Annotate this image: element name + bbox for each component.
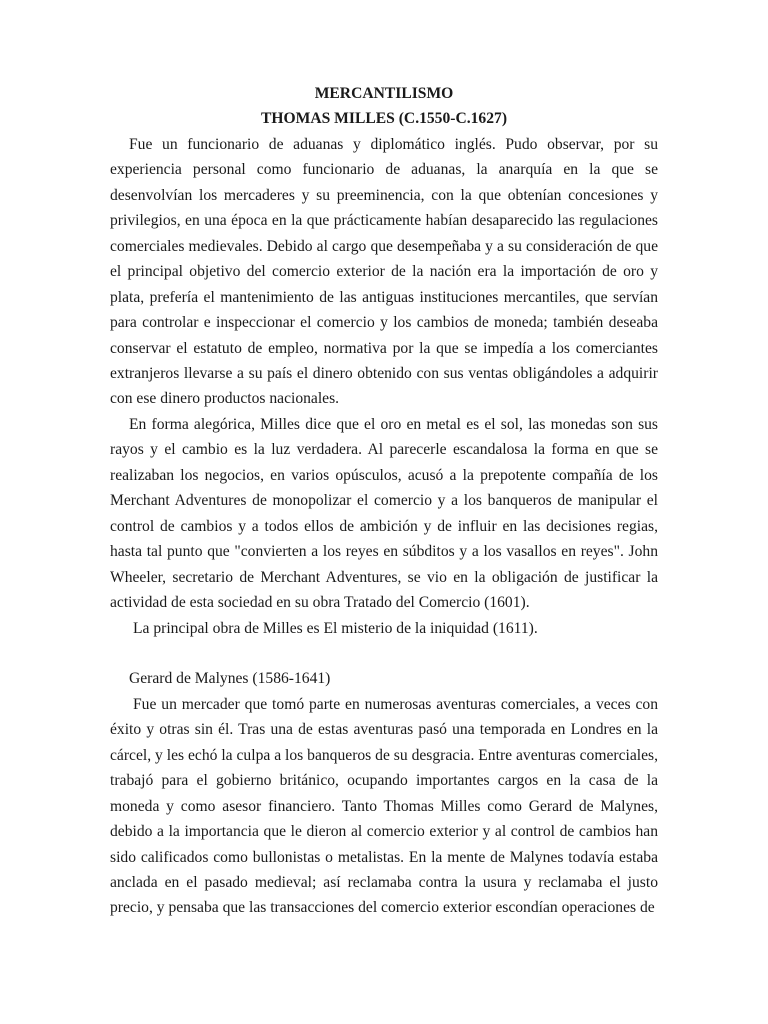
paragraph-malynes-bio: Fue un mercader que tomó parte en numerosas aventuras comerciales, a veces con éxito y otras sin él. Tras una de estas aventuras pasó una temporada en Londres en la cárcel, y les echó la culpa a los banqueros de su desgracia. Entre aventuras comerciales, trabajó para el gobierno británico, ocupando importantes cargos en la casa de la moneda y como asesor financiero. Tanto Thomas Milles como Gerard de Malynes, debido a la importancia que le dieron al comercio exterior y al control de cambios han sido calificados como bullonistas o metalistas. En la mente de Malynes todavía estaba anclada en el pasado medieval; así reclamaba contra la usura y reclamaba el justo precio, y pensaba que las transacciones del comercio exterior escondían operaciones de: [110, 695, 658, 917]
section-heading-malynes: Gerard de Malynes (1586-1641): [129, 670, 331, 688]
document-body: [110, 81, 658, 921]
document-subtitle: THOMAS MILLES (C.1550-C.1627): [260, 110, 508, 128]
paragraph-milles-allegory: En forma alegórica, Milles dice que el oro en metal es el sol, las monedas son sus rayos y el cambio es la luz verdadera. Al parecerle escandalosa la forma en que se realizaban los negocios, en varios opúsculos, acusó a la prepotente compañía de los Merchant Adventures de monopolizar el comercio y a los banqueros de manipular el control de cambios y a todos ellos de ambición y de influir en las decisiones regias, hasta tal punto que "convierten a los reyes en súbditos y a los vasallos en reyes". John Wheeler, secretario de Merchant Adventures, se vio en la obligación de justificar la actividad de esta sociedad en su obra Tratado del Comercio (1601).: [110, 415, 658, 612]
paragraph-milles-bio: Fue un funcionario de aduanas y diplomático inglés. Pudo observar, por su experiencia personal como funcionario de aduanas, la anarquía en la que se desenvolvían los mercaderes y su preeminencia, con la que obtenían concesiones y privilegios, en una época en la que prácticamente habían desaparecido las regulaciones comerciales medievales. Debido al cargo que desempeñaba y a su consideración de que el principal objetivo del comercio exterior de la nación era la importación de oro y plata, prefería el mantenimiento de las antiguas instituciones mercantiles, que servían para controlar e inspeccionar el comercio y los cambios de moneda; también deseaba conservar el estatuto de empleo, normativa por la que se impedía a los comerciantes extranjeros llevarse a su país el dinero obtenido con sus ventas obligándoles a adquirir con ese dinero productos nacionales.: [110, 135, 658, 408]
document-title: MERCANTILISMO: [314, 85, 454, 102]
paragraph-milles-work: La principal obra de Milles es El misterio de la iniquidad (1611).: [133, 619, 538, 637]
blank-line: [110, 641, 658, 666]
